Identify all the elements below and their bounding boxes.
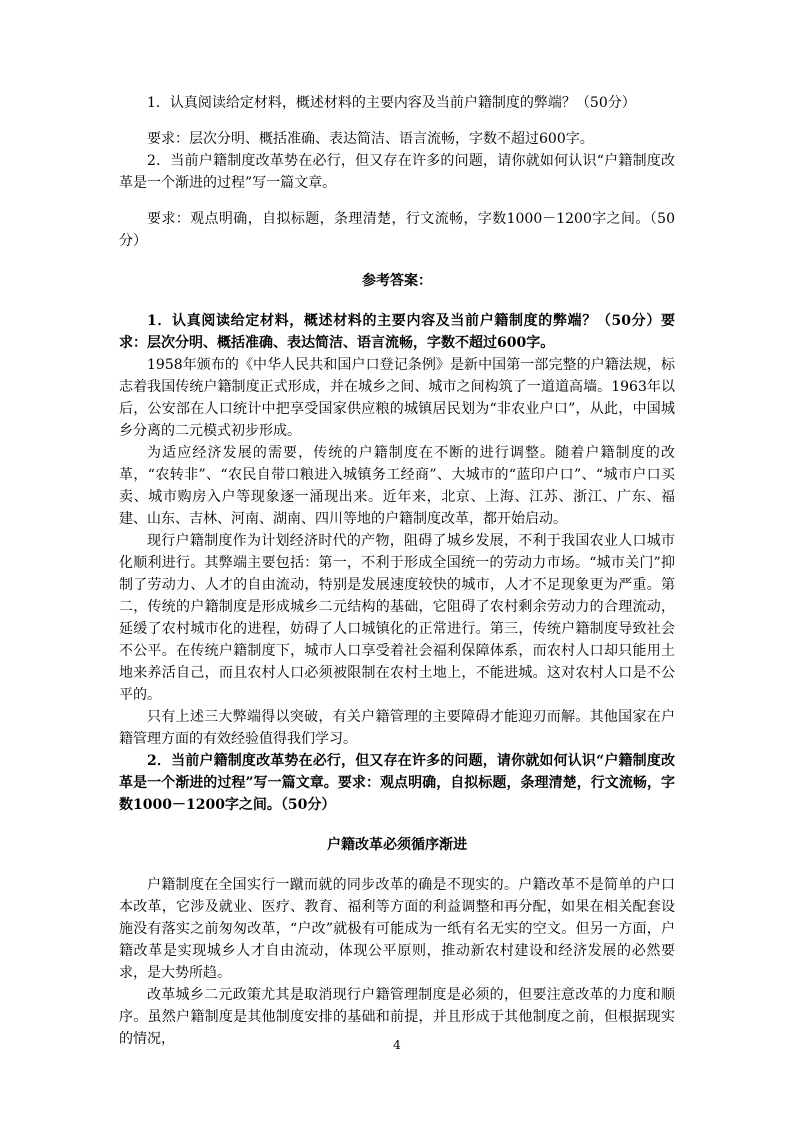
- answer-1-paragraph: 只有上述三大弊端得以突破，有关户籍管理的主要障碍才能迎刃而解。其他国家在户籍管理方面的有效经验值得我们学习。: [119, 709, 675, 747]
- question-1-requirement: 要求：层次分明、概括准确、表达简洁、语言流畅，字数不超过600字。: [147, 131, 594, 147]
- question-2: 2．当前户籍制度改革势在必行，但又存在许多的问题，请你就如何认识“户籍制度改革是一个渐进的过程”写一篇文章。: [119, 153, 675, 191]
- essay-title: 户籍改革必须循序渐进: [327, 837, 467, 853]
- answer-1-paragraph: 为适应经济发展的需要，传统的户籍制度在不断的进行调整。随着户籍制度的改革，“农转非”、“农民自带口粮进入城镇务工经商”、大城市的“蓝印户口”、“城市户口买卖、城市购房入户等现象逐一涌现出来。近年来，北京、上海、江苏、浙江、广东、福建、山东、吉林、河南、湖南、四川等地的户籍制度改革，都开始启动。: [119, 445, 675, 527]
- answer-1-paragraph: 1958年颁布的《中华人民共和国户口登记条例》是新中国第一部完整的户籍法规，标志着我国传统户籍制度正式形成，并在城乡之间、城市之间构筑了一道道高墙。1963年以后，公安部在人口统计中把享受国家供应粮的城镇居民划为“非农业户口”，从此，中国城乡分离的二元模式初步形成。: [119, 357, 675, 439]
- page-number: 4: [393, 1038, 401, 1052]
- answer-1-heading: 1．认真阅读给定材料，概述材料的主要内容及当前户籍制度的弊端？（50分）要求：层次分明、概括准确、表达简洁、语言流畅，字数不超过600字。: [119, 313, 675, 351]
- question-2-requirement: 要求：观点明确，自拟标题，条理清楚，行文流畅，字数1000－1200字之间。（50分）: [119, 211, 675, 249]
- answer-1-paragraph: 现行户籍制度作为计划经济时代的产物，阻碍了城乡发展，不利于我国农业人口城市化顺利进行。其弊端主要包括：第一，不利于形成全国统一的劳动力市场。“城市关门”抑制了劳动力、人才的自由流动，特别是发展速度较快的城市，人才不足现象更为严重。第二，传统的户籍制度是形成城乡二元结构的基础，它阻碍了农村剩余劳动力的合理流动，延缓了农村城市化的进程，妨碍了人口城镇化的正常进行。第三，传统户籍制度导致社会不公平。在传统户籍制度下，城市人口享受着社会福利保障体系，而农村人口却只能用土地来养活自己，而且农村人口必须被限制在农村土地上，不能进城。这对农村人口是不公平的。: [119, 533, 675, 703]
- essay-paragraph: 改革城乡二元政策尤其是取消现行户籍管理制度是必须的，但要注意改革的力度和顺序。虽然户籍制度是其他制度安排的基础和前提，并且形成于其他制度之前，但根据现实的情况，: [119, 987, 675, 1047]
- essay-paragraph: 户籍制度在全国实行一蹴而就的同步改革的确是不现实的。户籍改革不是简单的户口本改革，它涉及就业、医疗、教育、福利等方面的利益调整和再分配，如果在相关配套设施没有落实之前匆匆改革，“户改”就极有可能成为一纸有名无实的空文。但另一方面，户籍改革是实现城乡人才自由流动，体现公平原则，推动新农村建设和经济发展的必然要求，是大势所趋。: [119, 877, 675, 981]
- document-page: [119, 92, 675, 1050]
- question-1: 1．认真阅读给定材料，概述材料的主要内容及当前户籍制度的弊端？（50分）: [147, 95, 636, 111]
- answer-2-heading: 2．当前户籍制度改革势在必行，但又存在许多的问题，请你就如何认识“户籍制度改革是一个渐进的过程”写一篇文章。要求：观点明确，自拟标题，条理清楚，行文流畅，字数1000－1200字之间。（50分）: [119, 753, 675, 813]
- answer-heading: 参考答案：: [362, 273, 432, 289]
